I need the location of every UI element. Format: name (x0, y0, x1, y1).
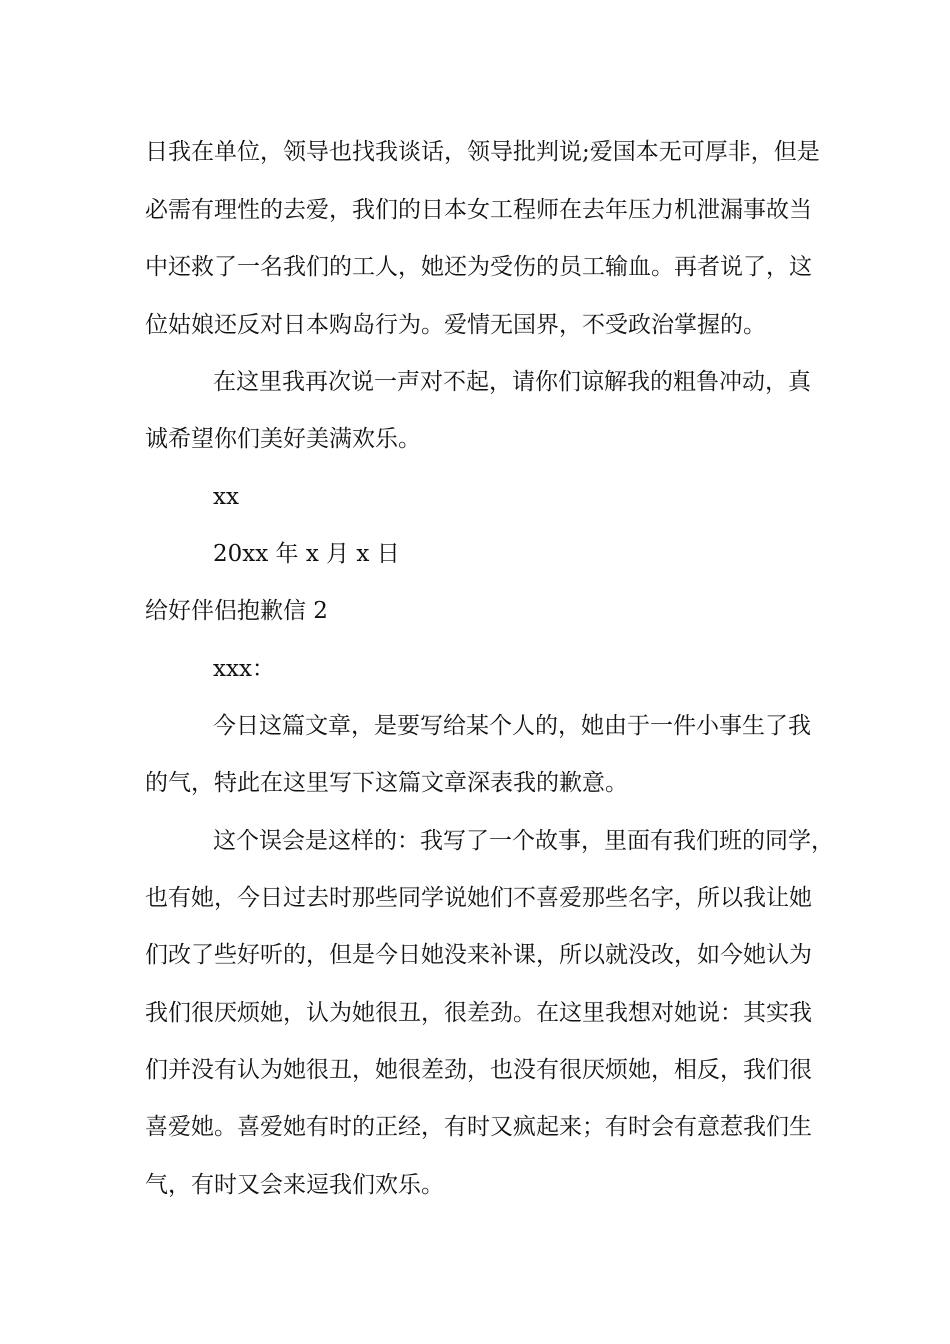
paragraph-line: 必需有理性的去爱，我们的日本女工程师在去年压力机泄漏事故当 (145, 197, 812, 223)
paragraph-line: 在这里我再次说一声对不起，请你们谅解我的粗鲁冲动，真 (213, 369, 811, 395)
signature-name: xx (213, 484, 239, 510)
paragraph-line: 们并没有认为她很丑，她很差劲，也没有很厌烦她，相反，我们很 (145, 1057, 812, 1083)
paragraph-line: 喜爱她。喜爱她有时的正经，有时又疯起来；有时会有意惹我们生 (145, 1114, 812, 1140)
paragraph-line: 的气，特此在这里写下这篇文章深表我的歉意。 (145, 770, 628, 796)
paragraph-line: 这个误会是这样的：我写了一个故事，里面有我们班的同学， (213, 828, 834, 854)
paragraph-line: 气，有时又会来逗我们欢乐。 (145, 1172, 444, 1198)
paragraph-line: 中还救了一名我们的工人，她还为受伤的员工输血。再者说了，这 (145, 254, 812, 280)
paragraph-line: 我们很厌烦她，认为她很丑，很差劲。在这里我想对她说：其实我 (145, 1000, 812, 1026)
paragraph-line: 诚希望你们美好美满欢乐。 (145, 426, 421, 452)
section-title: 给好伴侣抱歉信 2 (145, 598, 328, 624)
paragraph-line: 今日这篇文章，是要写给某个人的，她由于一件小事生了我 (213, 713, 811, 739)
salutation: xxx： (213, 656, 275, 682)
paragraph-line: 也有她，今日过去时那些同学说她们不喜爱那些名字，所以我让她 (145, 885, 812, 911)
signature-date: 20xx 年 x 月 x 日 (213, 541, 400, 567)
paragraph-line: 们改了些好听的，但是今日她没来补课，所以就没改，如今她认为 (145, 942, 812, 968)
paragraph-line: 位姑娘还反对日本购岛行为。爱情无国界，不受政治掌握的。 (145, 312, 766, 338)
paragraph-line: 日我在单位，领导也找我谈话，领导批判说;爱国本无可厚非，但是 (145, 139, 820, 165)
